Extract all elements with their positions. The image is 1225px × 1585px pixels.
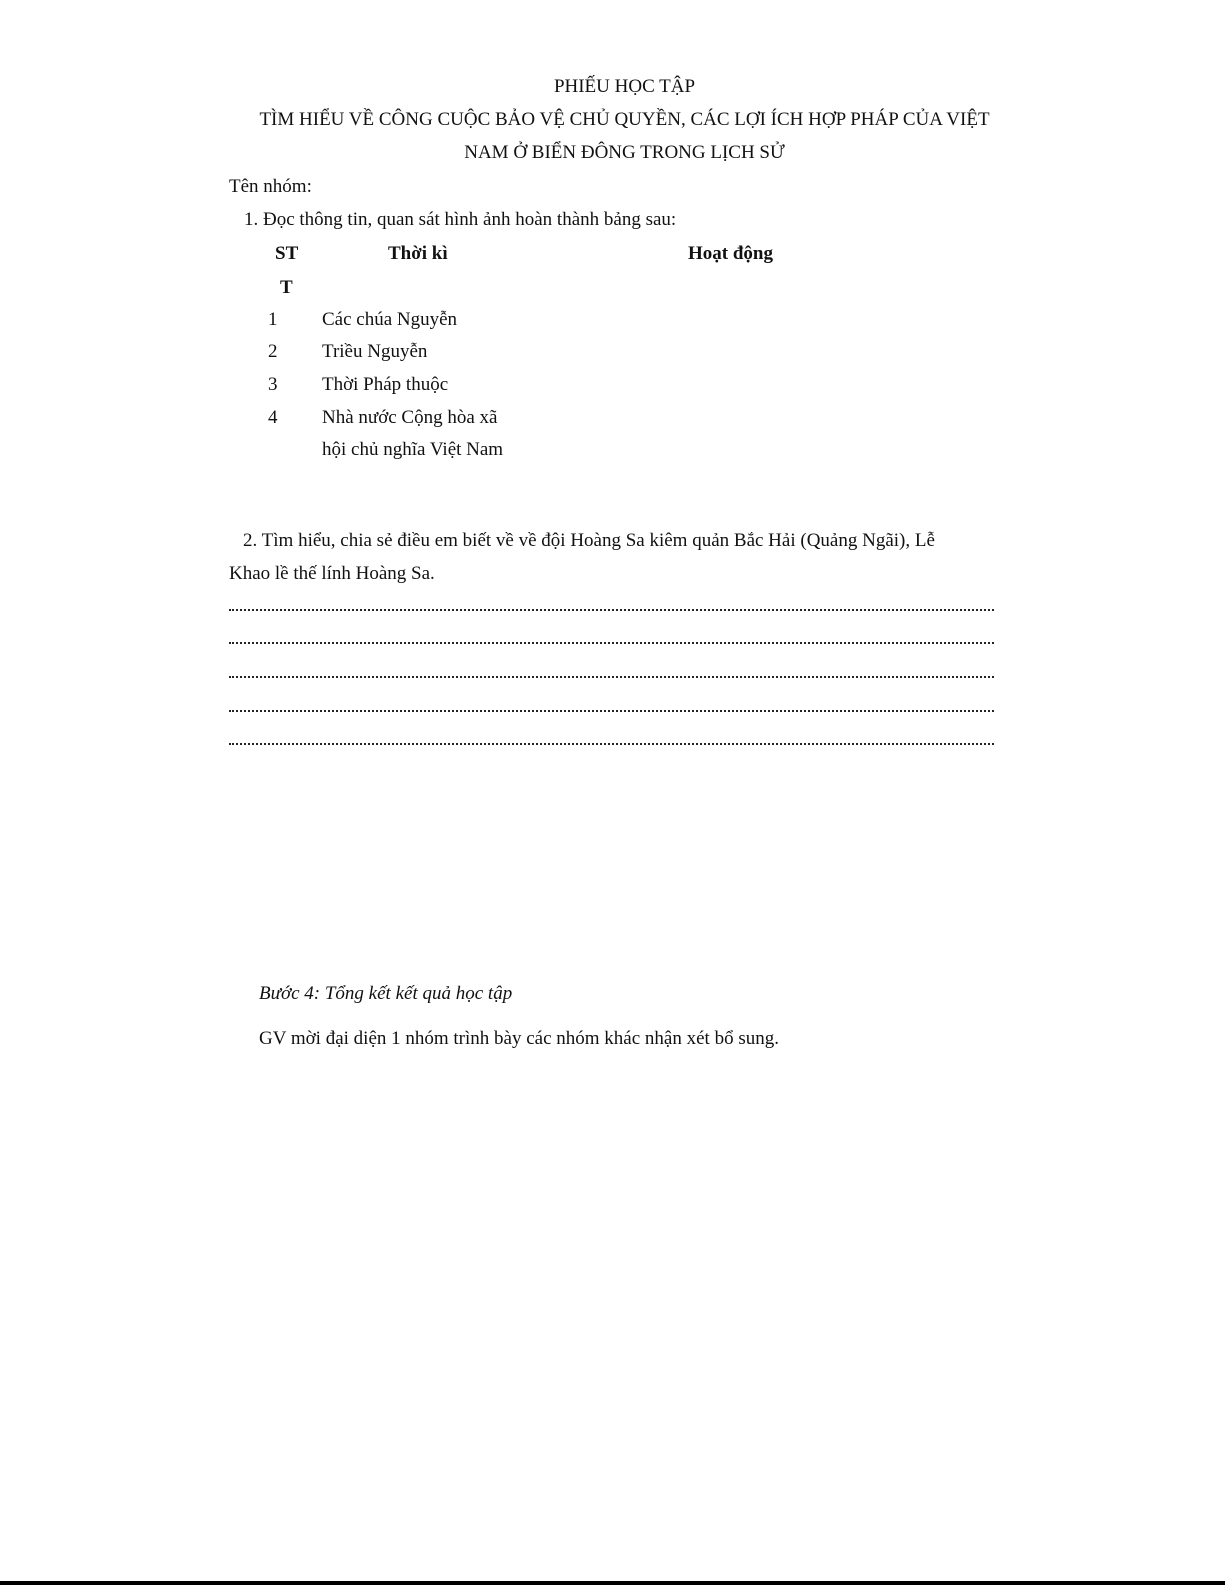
step-4-body: GV mời đại diện 1 nhóm trình bày các nhóm khác nhận xét bổ sung. <box>259 1028 779 1049</box>
table-header-activity: Hoạt động <box>688 243 773 264</box>
question-2-continued: Khao lề thế lính Hoàng Sa. <box>229 563 435 584</box>
table-row-period-continued: hội chủ nghĩa Việt Nam <box>322 439 504 460</box>
step-4-heading: Bước 4: Tổng kết kết quả học tập <box>259 983 513 1004</box>
answer-line[interactable] <box>229 642 994 644</box>
page-bottom-border <box>0 1581 1225 1585</box>
table-row-period: Thời Pháp thuộc <box>322 374 449 395</box>
table-row-num: 1 <box>268 309 278 330</box>
group-name-label: Tên nhóm: <box>229 176 312 197</box>
table-row-period: Triều Nguyễn <box>322 341 428 362</box>
worksheet-subtitle-line2: NAM Ở BIỂN ĐÔNG TRONG LỊCH SỬ <box>464 142 785 163</box>
table-row-period: Nhà nước Cộng hòa xã <box>322 407 498 428</box>
table-header-period: Thời kì <box>388 243 448 264</box>
table-row-period: Các chúa Nguyễn <box>322 309 458 330</box>
worksheet-title: PHIẾU HỌC TẬP <box>553 76 696 97</box>
table-row-num: 3 <box>268 374 278 395</box>
answer-line[interactable] <box>229 743 994 745</box>
answer-line[interactable] <box>229 710 994 712</box>
table-header-stt: ST <box>275 243 299 264</box>
answer-line[interactable] <box>229 676 994 678</box>
worksheet-subtitle-line1: TÌM HIỂU VỀ CÔNG CUỘC BẢO VỆ CHỦ QUYỀN, CÁC LỢI ÍCH HỢP PHÁP CỦA VIỆT <box>259 109 990 130</box>
table-row-num: 4 <box>268 407 278 428</box>
answer-line[interactable] <box>229 609 994 611</box>
question-2: 2. Tìm hiểu, chia sẻ điều em biết về về đội Hoàng Sa kiêm quản Bắc Hải (Quảng Ngãi), Lễ <box>243 530 935 551</box>
question-1: 1. Đọc thông tin, quan sát hình ảnh hoàn thành bảng sau: <box>244 209 677 230</box>
table-row-num: 2 <box>268 341 278 362</box>
table-header-stt-wrap: T <box>280 277 293 298</box>
